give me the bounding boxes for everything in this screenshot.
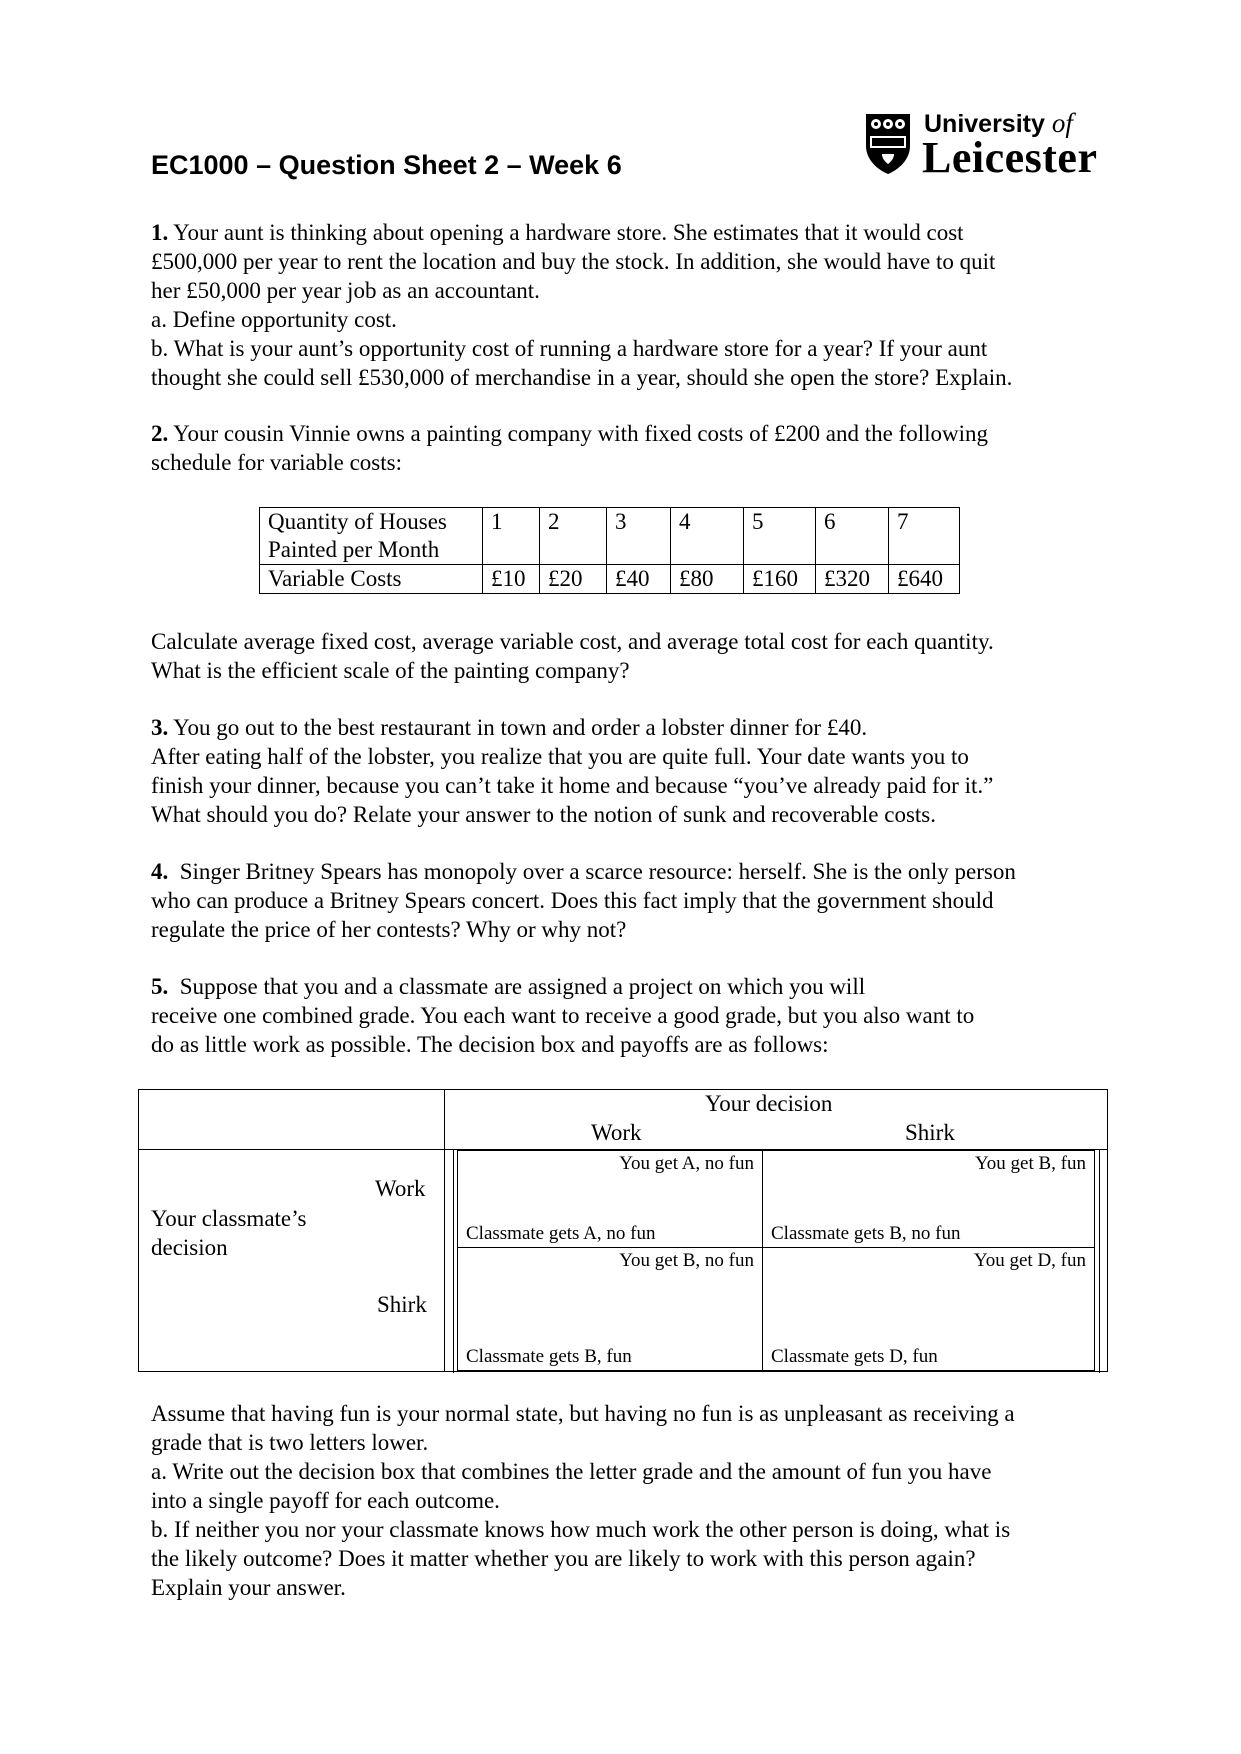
q2-line: 2. Your cousin Vinnie owns a painting company with fixed costs of £200 and the following (151, 421, 988, 446)
question-5-followup (151, 1399, 1111, 1602)
q1-line: her £50,000 per year job as an accountant. (151, 278, 540, 303)
q1-line: thought she could sell £530,000 of merchandise in a year, should she open the store? Explain. (151, 365, 1013, 390)
logo-leicester-text: Leicester (922, 133, 1098, 182)
question-3 (151, 713, 1111, 829)
row-shirk-label: Shirk (377, 1292, 427, 1317)
classmate-decision-label: decision (151, 1235, 228, 1260)
q4-number: 4. (151, 859, 169, 884)
q3-line: 3. You go out to the best restaurant in town and order a lobster dinner for £40. (151, 715, 868, 740)
table-cell: 7 (889, 508, 960, 565)
q2-after-line: Calculate average fixed cost, average variable cost, and average total cost for each quantity. (151, 629, 994, 654)
q5-after-line: a. Write out the decision box that combines the letter grade and the amount of fun you have (151, 1459, 992, 1484)
q5-after-line: grade that is two letters lower. (151, 1430, 429, 1455)
payoff-cell-shirk-shirk: You get D, fun Classmate gets D, fun (762, 1247, 1095, 1371)
q5-number: 5. (151, 974, 169, 999)
q1-number: 1. (151, 220, 169, 245)
your-decision-label: Your decision (705, 1091, 833, 1116)
question-1 (151, 218, 1111, 392)
q4-line: who can produce a Britney Spears concert. Does this fact imply that the government should (151, 888, 994, 913)
payoff-cell-shirk-work: You get B, no fun Classmate gets B, fun (457, 1247, 763, 1371)
row-work-label: Work (375, 1176, 426, 1201)
q1-line: £500,000 per year to rent the location and buy the stock. In addition, she would have to quit (151, 249, 996, 274)
table-cell: £10 (483, 565, 540, 594)
q4-line: regulate the price of her contests? Why or why not? (151, 917, 627, 942)
table-cell: 1 (483, 508, 540, 565)
table-row (260, 508, 960, 565)
table-header-costs: Variable Costs (260, 565, 483, 594)
table-cell: 5 (744, 508, 816, 565)
q3-line: finish your dinner, because you can’t take it home and because “you’ve already paid for it.” (151, 773, 994, 798)
table-cell: £320 (816, 565, 889, 594)
payoff-cell-work-shirk: You get B, fun Classmate gets B, no fun (762, 1150, 1095, 1248)
table-cell: 2 (540, 508, 607, 565)
q5-after-line: Explain your answer. (151, 1575, 346, 1600)
table-row (260, 565, 960, 594)
table-cell: £20 (540, 565, 607, 594)
question-5 (151, 972, 1111, 1059)
question-4 (151, 857, 1111, 944)
variable-costs-table (259, 507, 960, 594)
page-title: EC1000 – Question Sheet 2 – Week 6 (151, 150, 622, 180)
column-shirk-label: Shirk (905, 1120, 955, 1145)
column-work-label: Work (591, 1120, 642, 1145)
table-cell: 6 (816, 508, 889, 565)
decision-box (138, 1089, 1108, 1372)
table-cell: £640 (889, 565, 960, 594)
classmate-decision-label: Your classmate’s (151, 1206, 307, 1231)
q3-line: What should you do? Relate your answer to the notion of sunk and recoverable costs. (151, 802, 936, 827)
question-2-followup (151, 627, 1111, 685)
divider (444, 1090, 445, 1371)
table-cell: 3 (607, 508, 671, 565)
q5-line: 5. Suppose that you and a classmate are assigned a project on which you will (151, 974, 866, 999)
q3-number: 3. (151, 715, 169, 740)
payoff-cell-work-work: You get A, no fun Classmate gets A, no fun (457, 1150, 763, 1248)
table-cell: £160 (744, 565, 816, 594)
table-cell: £40 (607, 565, 671, 594)
q5-line: do as little work as possible. The decision box and payoffs are as follows: (151, 1032, 829, 1057)
table-cell: 4 (671, 508, 744, 565)
q4-line: 4. Singer Britney Spears has monopoly over a scarce resource: herself. She is the only person (151, 859, 1016, 884)
q2-after-line: What is the efficient scale of the painting company? (151, 658, 630, 683)
logo-university-text: University of (924, 108, 1073, 138)
q5-after-line: b. If neither you nor your classmate knows how much work the other person is doing, what is (151, 1517, 1011, 1542)
q5-after-line: Assume that having fun is your normal state, but having no fun is as unpleasant as receiving a (151, 1401, 1015, 1426)
university-logo (864, 108, 1114, 182)
q3-line: After eating half of the lobster, you realize that you are quite full. Your date wants you to (151, 744, 969, 769)
q5-after-line: the likely outcome? Does it matter whether you are likely to work with this person again? (151, 1546, 976, 1571)
question-2 (151, 419, 1111, 477)
q1-line: b. What is your aunt’s opportunity cost of running a hardware store for a year? If your aunt (151, 336, 988, 361)
q5-after-line: into a single payoff for each outcome. (151, 1488, 500, 1513)
table-cell: £80 (671, 565, 744, 594)
crest-icon (864, 112, 912, 176)
q2-line: schedule for variable costs: (151, 450, 402, 475)
q2-number: 2. (151, 421, 169, 446)
table-header-quantity: Quantity of Houses Painted per Month (260, 508, 483, 565)
q1-line: 1. Your aunt is thinking about opening a hardware store. She estimates that it would cost (151, 220, 964, 245)
q5-line: receive one combined grade. You each want to receive a good grade, but you also want to (151, 1003, 975, 1028)
q1-line: a. Define opportunity cost. (151, 307, 397, 332)
